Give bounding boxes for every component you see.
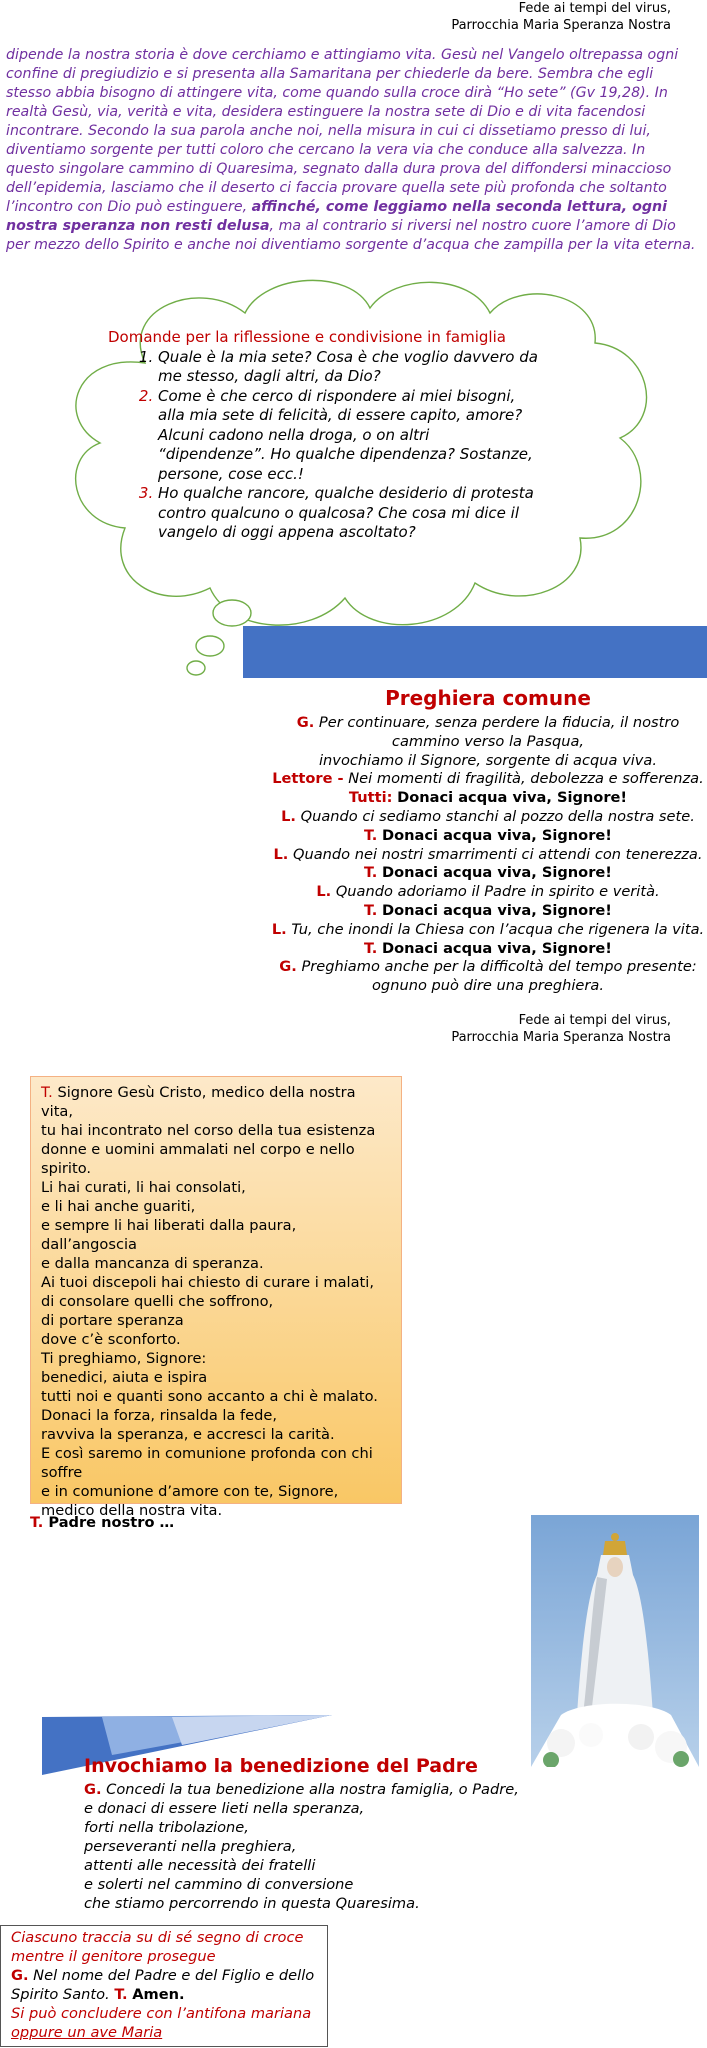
blessing-line: perseveranti nella preghiera, <box>84 1838 297 1855</box>
prayer-line: Li hai curati, li hai consolati, <box>41 1179 246 1196</box>
prayer-line: di consolare quelli che soffrono, <box>41 1293 274 1310</box>
prayer-label: Tutti: <box>348 789 393 807</box>
prayer-label: G. <box>296 714 315 731</box>
prayer-response: Donaci acqua viva, Signore! <box>381 901 612 919</box>
prayer-text: Quando adoriamo il Padre in spirito e verità. <box>335 883 660 901</box>
prayer-label: G. <box>11 1967 29 1984</box>
closing-note: Si può concludere con l’antifona mariana <box>11 2005 312 2022</box>
prayer-label: T. <box>364 901 378 919</box>
prayer-line: e li hai anche guariti, <box>41 1198 196 1215</box>
prayer-line: donne e uomini ammalati nel corpo e nello <box>41 1141 355 1158</box>
prayer-label: L. <box>281 807 296 825</box>
closing-text <box>1 1926 327 2044</box>
prayer-label: G. <box>279 958 297 976</box>
prayer-label: L. <box>271 920 287 938</box>
reflection-title: Domande per la riflessione e condivisione in famiglia <box>108 328 506 346</box>
prayer-label: T. <box>364 939 378 957</box>
closing-instruction: Ciascuno traccia su di sé segno di croce <box>11 1929 304 1946</box>
prayer-text: Nei momenti di fragilità, debolezza e sofferenza. <box>348 770 704 788</box>
prayer-text: Tu, che inondi la Chiesa con l’acqua che rigenera la vita. <box>291 920 705 938</box>
prayer-line: tutti noi e quanti sono accanto a chi è malato. <box>41 1388 378 1405</box>
prayer-label: Lettore - <box>272 770 344 788</box>
prayer-title: Preghiera comune <box>385 686 591 710</box>
prayer-label: T. <box>364 826 378 844</box>
prayer-response: Donaci acqua viva, Signore! <box>381 826 612 844</box>
prayer-line: e in comunione d’amore con te, Signore, <box>41 1483 339 1500</box>
prayer-line: e sempre li hai liberati dalla paura, dall’angoscia <box>41 1217 297 1253</box>
closing-box <box>0 1925 328 2047</box>
intro-text-1: dipende la nostra storia è dove cerchiamo e attingiamo vita. Gesù nel Vangelo oltrepassa ogni confine di pregiudizio e si presenta alla Samaritana per chiederle da bere. Sembra che egli stesso abbia bisogno di attingere vita, come quando sulla croce dirà “Ho sete” (Gv 19,28). In realtà Gesù, via, verità e vita, desidera estinguere la nostra sete di Dio e di vita facendosi incontrare. Secondo la sua parola anche noi, nella misura in cui ci dissetiamo presso di lui, diventiamo sorgente per tutti coloro che cercano la vera via che conduce alla salvezza. In questo singolare cammino di Quaresima, segnato dalla dura prova del diffondersi minaccioso dell’epidemia, lasciamo che il deserto ci faccia provare quella sete più profonda che soltanto l’incontro con Dio può estinguere, <box>6 47 679 215</box>
prayer-label: T. <box>364 864 378 882</box>
prayer-label: T. <box>30 1514 44 1531</box>
closing-instruction: mentre il genitore prosegue <box>11 1948 216 1965</box>
page-header <box>451 0 671 34</box>
intro-paragraph <box>6 46 696 255</box>
header-line2: Parrocchia Maria Speranza Nostra <box>451 1030 671 1045</box>
blessing-line: e solerti nel cammino di conversione <box>84 1876 354 1893</box>
prayer-line: Ti preghiamo, Signore: <box>41 1350 207 1367</box>
blessing-line: Concedi la tua benedizione alla nostra famiglia, o Padre, <box>106 1781 519 1798</box>
prayer-line: e dalla mancanza di speranza. <box>41 1255 264 1272</box>
header-line1: Fede ai tempi del virus, <box>518 1 671 16</box>
our-father-text: Padre nostro … <box>48 1514 175 1531</box>
madonna-statue-image <box>531 1515 699 1767</box>
prayer-line: E così saremo in comunione profonda con chi <box>41 1445 373 1462</box>
blessing-prayer <box>84 1780 524 1913</box>
prayer-label: T. <box>114 1986 128 2003</box>
question-list <box>108 348 538 543</box>
blessing-line: e donaci di essere lieti nella speranza, <box>84 1800 365 1817</box>
prayer-label: G. <box>84 1781 102 1798</box>
closing-note: oppure un ave Maria <box>11 2024 163 2041</box>
prayer-label: L. <box>316 883 332 901</box>
header-line2: Parrocchia Maria Speranza Nostra <box>451 18 671 33</box>
healing-prayer-box <box>30 1076 402 1519</box>
prayer-line: soffre <box>41 1464 83 1481</box>
prayer-line: ravviva la speranza, e accresci la carità. <box>41 1426 335 1443</box>
prayer-text: invochiamo il Signore, sorgente di acqua viva. <box>319 751 657 769</box>
reflection-questions <box>108 328 538 543</box>
prayer-line: benedici, aiuta e ispira <box>41 1369 208 1386</box>
prayer-response: Donaci acqua viva, Signore! <box>397 789 628 807</box>
header-line1: Fede ai tempi del virus, <box>518 1013 671 1028</box>
page-header-2 <box>451 1012 671 1046</box>
prayer-line: dove c’è sconforto. <box>41 1331 181 1348</box>
blessing-line: che stiamo percorrendo in questa Quaresima. <box>84 1895 420 1912</box>
our-father-line <box>30 1514 174 1531</box>
closing-prayer: Spirito Santo. <box>11 1986 110 2003</box>
closing-prayer: Nel nome del Padre e del Figlio e dello <box>33 1967 315 1984</box>
intro-text-2: , ma al contrario si riversi nel nostro cuore l’amore di Dio per mezzo dello Spirito e anche noi diventiamo sorgente d’acqua che zampilla per la vita eterna. <box>6 218 696 253</box>
intro-bold: affinché, come leggiamo nella seconda lettura, ogni nostra speranza non resti delusa <box>6 199 667 234</box>
question-item: 1. Quale è la mia sete? Cosa è che voglio davvero da me stesso, dagli altri, da Dio? <box>158 348 538 387</box>
amen-text: Amen. <box>132 1986 185 2003</box>
prayer-label: L. <box>273 845 289 863</box>
prayer-line: tu hai incontrato nel corso della tua esistenza <box>41 1122 376 1139</box>
healing-prayer-text <box>31 1077 401 1520</box>
prayer-line: Signore Gesù Cristo, medico della nostra vita, <box>41 1084 356 1120</box>
prayer-response: Donaci acqua viva, Signore! <box>381 864 612 882</box>
question-item: 3. Ho qualche rancore, qualche desiderio di protesta contro qualcuno o qualcosa? Che cosa mi dice il vangelo di oggi appena ascoltato? <box>158 484 538 543</box>
blessing-line: attenti alle necessità dei fratelli <box>84 1857 316 1874</box>
prayer-text: cammino verso la Pasqua, <box>391 732 585 750</box>
common-prayer <box>270 684 706 996</box>
prayer-text: Quando nei nostri smarrimenti ci attendi con tenerezza. <box>292 845 703 863</box>
prayer-text: ognuno può dire una preghiera. <box>372 977 604 995</box>
prayer-line: di portare speranza <box>41 1312 184 1329</box>
prayer-label: T. <box>41 1084 53 1101</box>
blessing-line: forti nella tribolazione, <box>84 1819 249 1836</box>
blessing-title: Invochiamo la benedizione del Padre <box>84 1755 478 1777</box>
prayer-line: Donaci la forza, rinsalda la fede, <box>41 1407 278 1424</box>
prayer-response: Donaci acqua viva, Signore! <box>381 939 612 957</box>
prayer-line: Ai tuoi discepoli hai chiesto di curare i malati, <box>41 1274 374 1291</box>
prayer-line: medico della nostra vita. <box>41 1502 223 1519</box>
prayer-text: Quando ci sediamo stanchi al pozzo della nostra sete. <box>300 807 695 825</box>
prayer-text: Preghiamo anche per la difficoltà del tempo presente: <box>301 958 697 976</box>
section-band <box>243 626 707 678</box>
prayer-line: spirito. <box>41 1160 92 1177</box>
prayer-text: Per continuare, senza perdere la fiducia, il nostro <box>318 714 680 731</box>
question-item: 2. Come è che cerco di rispondere ai miei bisogni, alla mia sete di felicità, di essere capito, amore? Alcuni cadono nella droga, o on altri “dipendenze”. Ho qualche dipendenza? Sostanze, persone, cose ecc.! <box>158 387 538 485</box>
